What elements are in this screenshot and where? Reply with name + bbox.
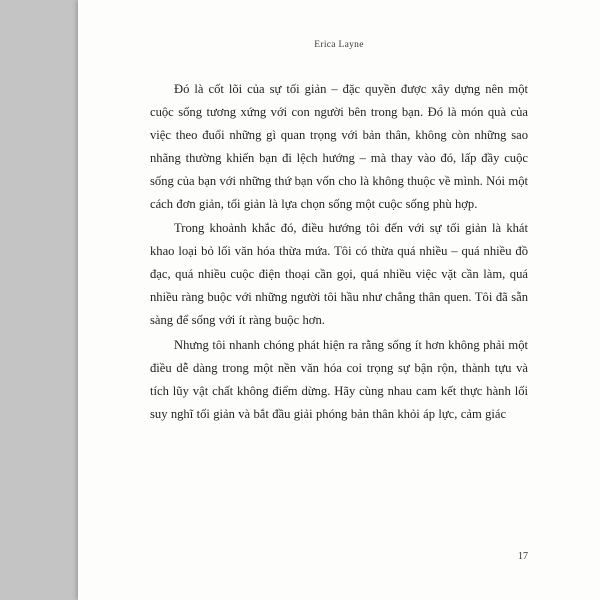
running-head: Erica Layne: [314, 40, 364, 50]
book-page: [78, 0, 600, 600]
page-content: [78, 0, 600, 600]
page-gutter: [0, 0, 78, 600]
body-text: [150, 78, 528, 426]
paragraph: Đó là cốt lõi của sự tối giản – đặc quyền được xây dựng nên một cuộc sống tương xứng với con người bên trong bạn. Đó là món quà của việc theo đuổi những gì quan trọng với bản thân, không còn những sao nhãng thường khiến bạn đi lệch hướng – mà thay vào đó, lấp đầy cuộc sống của bạn với những thứ bạn vốn cho là không thuộc về mình. Nói một cách đơn giản, tối giản là lựa chọn sống một cuộc sống phù hợp.: [150, 82, 528, 211]
paragraph: Nhưng tôi nhanh chóng phát hiện ra rằng sống ít hơn không phải một điều dễ dàng trong một nền văn hóa coi trọng sự bận rộn, thành tựu và tích lũy vật chất không điểm dừng. Hãy cùng nhau cam kết thực hành lối suy nghĩ tối giản và bắt đầu giải phóng bản thân khỏi áp lực, cảm giác: [150, 337, 528, 421]
paragraph: Trong khoảnh khắc đó, điều hướng tôi đến với sự tối giản là khát khao loại bỏ lối văn hóa thừa mứa. Tôi có thừa quá nhiều – quá nhiều đồ đạc, quá nhiều cuộc điện thoại cần gọi, quá nhiều việc vặt cần làm, quá nhiều ràng buộc với những người tôi hầu như chẳng thân quen. Tôi đã sẵn sàng để sống với ít ràng buộc hơn.: [150, 221, 528, 328]
page-number: 17: [518, 551, 528, 562]
